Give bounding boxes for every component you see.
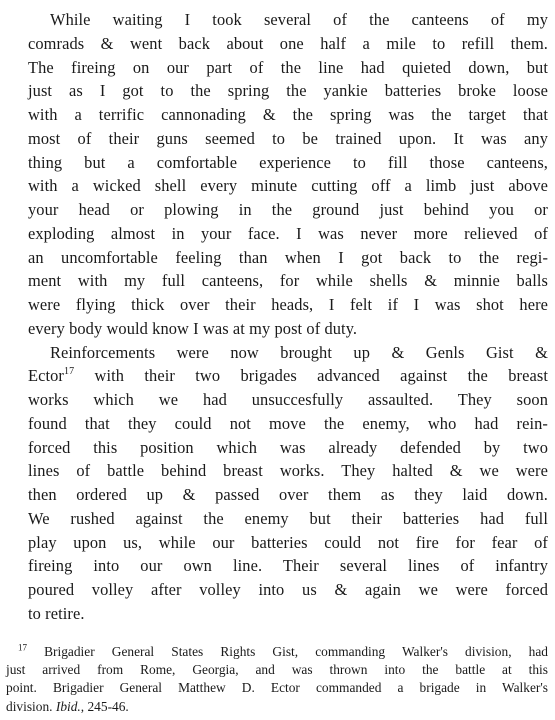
text-line: with a terrific cannonading & the spring was the target that [28,105,548,124]
text-line: were flying thick over their heads, I felt if I was shot here [28,295,548,314]
text-line: poured volley after volley into us & again we were forced [28,580,548,599]
footnote-line [6,698,548,716]
footnote-number: 17 [18,642,27,653]
footnote [6,643,548,716]
text-line: just as I got to the spring the yankie batteries broke loose [28,81,548,101]
document-page [6,8,548,626]
text-line: thing but a comfortable experience to fill those canteens, [28,152,548,172]
footnote-line: just arrived from Rome, Georgia, and was thrown into the battle at this [6,662,548,678]
text-line: every body would know I was at my post of duty. [28,318,358,338]
text-line: fireing into our own line. Their several lines of infantry [28,556,548,576]
text-segment: division. [6,698,56,714]
footnote-reference[interactable]: 17 [64,365,75,377]
paragraph-1 [6,8,548,341]
text-line: ment with my full canteens, for while shells & minnie balls [28,271,548,291]
text-line: with a wicked shell every minute cutting off a limb just above [28,176,548,196]
text-line: lines of battle behind breast works. They halted & we were [28,461,548,481]
footnote-line [6,643,548,661]
text-line-with-footnote-ref [6,364,548,388]
text-line: comrads & went back about one half a mile to refill them. [28,33,548,53]
text-line: then ordered up & passed over them as they laid down. [28,485,548,504]
text-line: found that they could not move the enemy, who had rein- [28,413,548,433]
text-line: play upon us, while our batteries could not fire for fear of [28,532,548,552]
text-line: to retire. [28,603,85,623]
paragraph-2 [6,341,548,626]
text-line: your head or plowing in the ground just behind you or [28,200,548,219]
text-line: exploding almost in your face. I was never more relieved of [28,223,548,243]
text-line: most of their guns seemed to be trained upon. It was any [28,128,548,148]
text-segment: with their two brigades advanced against the breast [74,366,548,386]
text-line: works which we had unsuccesfully assaulted. They soon [28,390,548,409]
footnote-line: point. Brigadier General Matthew D. Ector commanded a brigade in Walker's [6,680,548,696]
ibid-citation: Ibid. [55,698,81,714]
text-line: Reinforcements were now brought up & Genls Gist & [50,342,548,362]
text-line: We rushed against the enemy but their batteries had full [28,508,548,528]
text-line: While waiting I took several of the canteens of my [50,10,548,29]
text-line: forced this position which was already defended by two [28,437,548,457]
text-segment: Ector [28,366,64,386]
text-line: The fireing on our part of the line had quieted down, but [28,57,548,77]
text-segment: Brigadier General States Rights Gist, commanding Walker's division, had [27,644,548,659]
text-segment: , 245-46. [80,698,129,714]
text-line: an uncomfortable feeling than when I got back to the regi- [28,247,548,267]
